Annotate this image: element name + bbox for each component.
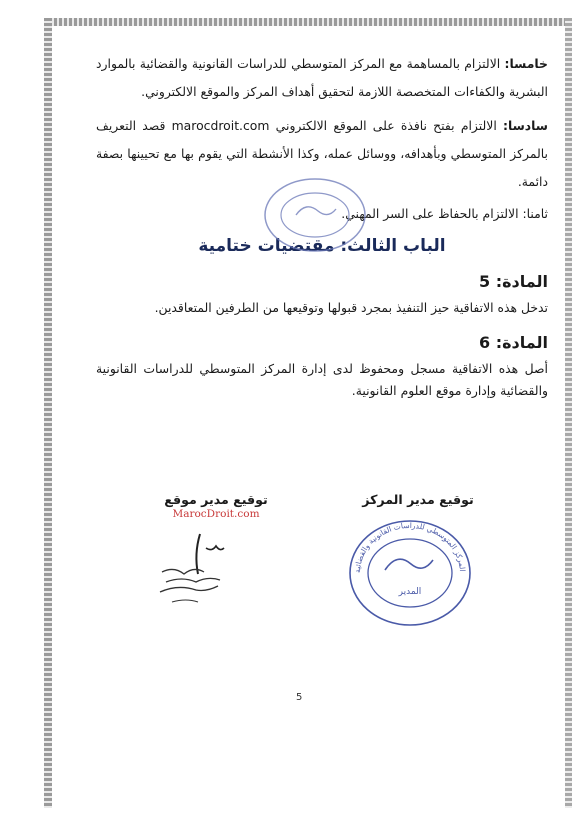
handwritten-site-name: MarocDroit.com [172, 508, 260, 520]
page-border-top [44, 18, 572, 26]
page-number: 5 [296, 692, 303, 703]
faint-stamp-icon [260, 175, 370, 255]
stamp-ring-text: المركز المتوسطي للدراسات القانونية والقضائية [352, 520, 467, 574]
page-border-right [565, 18, 572, 808]
signature-label-center: توقيع مدير المركز [362, 492, 474, 507]
paragraph-text: الالتزام بفتح نافذة على الموقع الالكتروني marocdroit.com قصد التعريف بالمركز المتوسطي وبأهدافه، ووسائل عمله، وكذا الأنشطة التي يقوم بها مع تحيينها بصفة دائمة. [96, 118, 548, 189]
site-director-signature [116, 492, 316, 520]
paragraph-lead: خامسا: [504, 56, 548, 71]
article-5-heading: المادة: 5 [479, 272, 548, 291]
page-border-left [44, 18, 52, 808]
center-director-signature [318, 492, 518, 507]
paragraph-lead: سادسا: [502, 118, 548, 133]
article-5-text: تدخل هذه الاتفاقية حيز التنفيذ بمجرد قبولها وتوقيعها من الطرفين المتعاقدين. [154, 300, 548, 315]
article-6-heading: المادة: 6 [479, 333, 548, 352]
article-6-text: أصل هذه الاتفاقية مسجل ومحفوظ لدى إدارة المركز المتوسطي للدراسات القانونية والقضائية وإدارة موقع العلوم القانونية. [96, 361, 548, 398]
paragraph-eighth: ثامنا: الالتزام بالحفاظ على السر المهني. [341, 206, 548, 221]
section-title: الباب الثالث: مقتضيات ختامية [198, 236, 446, 256]
official-stamp-icon [345, 518, 475, 628]
stamp-center-word: المدير [398, 587, 422, 597]
paragraph-text: الالتزام بالمساهمة مع المركز المتوسطي للدراسات القانونية والقضائية بالموارد البشرية والكفاءات المتخصصة اللازمة لتحقيق أهداف المركز والموقع الالكتروني. [96, 56, 548, 99]
paragraph-fifth [96, 50, 548, 106]
handwritten-signature-icon [152, 528, 232, 618]
signature-label-site: توقيع مدير موقع [164, 492, 268, 507]
